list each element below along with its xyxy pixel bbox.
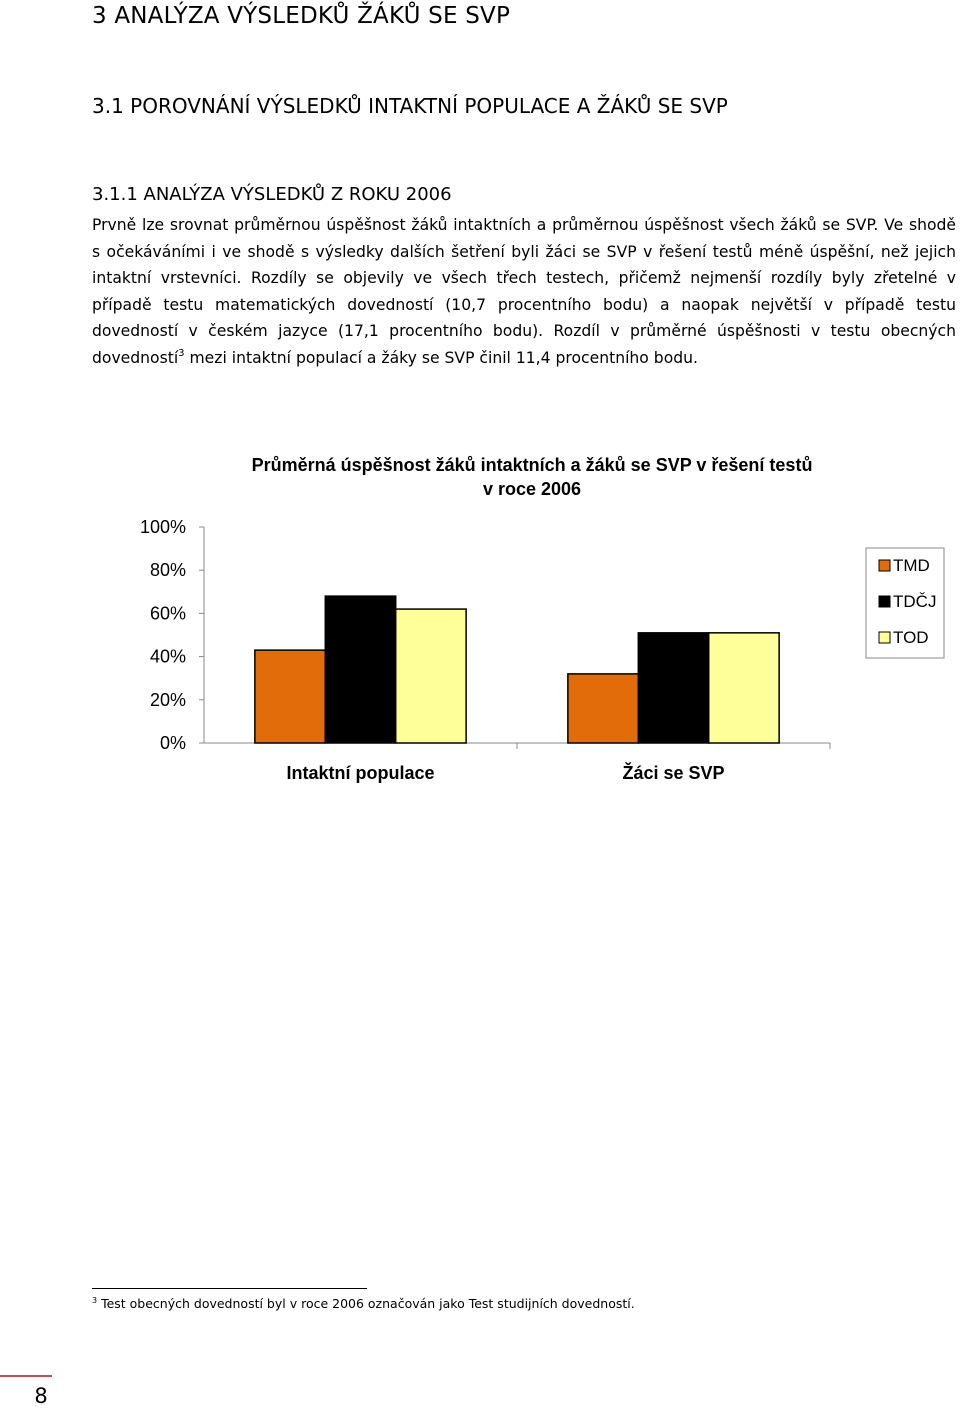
footnote-reference[interactable]: 3 (178, 347, 185, 359)
legend-swatch (879, 596, 890, 607)
bar-tmd-2 (568, 674, 638, 743)
footnote-number: 3 (92, 1296, 98, 1305)
page-number-rule (0, 1375, 52, 1377)
chapter-heading: 3 ANALÝZA VÝSLEDKŮ ŽÁKŮ SE SVP (92, 3, 511, 29)
legend-swatch (879, 632, 890, 643)
footnote (92, 1296, 635, 1311)
legend-label: TDČJ (893, 592, 937, 611)
section-heading: 3.1 POROVNÁNÍ VÝSLEDKŮ INTAKTNÍ POPULACE A ŽÁKŮ SE SVP (92, 94, 728, 118)
category-label: Žáci se SVP (622, 763, 725, 783)
category-label: Intaktní populace (286, 763, 435, 783)
paragraph-text-part1: Prvně lze srovnat průměrnou úspěšnost žáků intaktních a průměrnou úspěšnost všech žáků se SVP. Ve shodě s očekáváními i ve shodě s výsledky dalších šetření byli žáci se SVP v řešení testů méně úspěšní, než jejich intaktní vrstevníci. Rozdíly se objevily ve všech třech testech, přičemž nejmenší rozdíly byly zřetelné v případě testu matematických dovedností (10,7 procentního bodu) a naopak největší v případě testu dovedností v českém jazyce (17,1 procentního bodu). Rozdíl v průměrné úspěšnosti v testu obecných dovedností (92, 216, 956, 367)
y-tick-label: 0% (159, 733, 186, 753)
chart-title-line-1: Průměrná úspěšnost žáků intaktních a žáků se SVP v řešení testů (251, 455, 813, 475)
y-tick-label: 100% (139, 517, 186, 537)
bar-tdčj-2 (638, 633, 708, 743)
legend-label: TMD (893, 556, 930, 575)
chart-plot-area (140, 517, 944, 783)
bar-tmd-1 (255, 650, 325, 743)
bar-tdčj-1 (325, 596, 395, 743)
chart-title-line-2: v roce 2006 (482, 479, 582, 499)
body-paragraph (92, 212, 956, 372)
legend-label: TOD (893, 628, 929, 647)
footnote-separator (92, 1288, 367, 1289)
legend-swatch (879, 560, 890, 571)
y-tick-label: 40% (149, 646, 186, 667)
subsection-heading: 3.1.1 ANALÝZA VÝSLEDKŮ Z ROKU 2006 (92, 184, 452, 205)
bar-tod-2 (709, 633, 779, 743)
bar-tod-1 (396, 609, 466, 743)
bar-chart (0, 440, 960, 800)
page-number: 8 (34, 1384, 48, 1408)
y-tick-label: 60% (149, 603, 186, 624)
y-tick-label: 20% (149, 689, 186, 710)
paragraph-text-part2: mezi intaktní populací a žáky se SVP činil 11,4 procentního bodu. (184, 348, 698, 367)
y-tick-label: 80% (149, 560, 186, 581)
footnote-text: Test obecných dovedností byl v roce 2006 označován jako Test studijních dovedností. (97, 1296, 635, 1311)
